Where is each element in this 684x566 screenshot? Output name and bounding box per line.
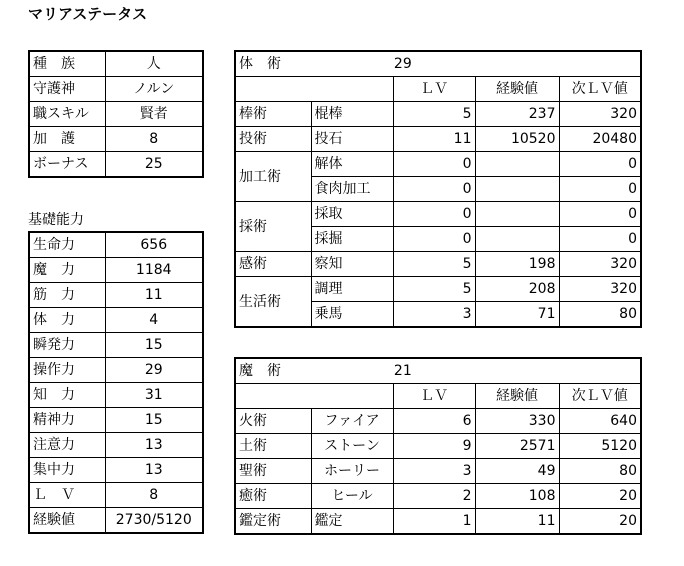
next-cell: 320: [559, 252, 641, 277]
skill-cell: 調理: [311, 277, 393, 302]
ability-value: 8: [105, 483, 203, 508]
skill-cell: ファイア: [311, 409, 393, 434]
table-row: [29, 152, 203, 178]
abilities-table: [28, 231, 204, 534]
table-row: [29, 383, 203, 408]
next-cell: 0: [559, 177, 641, 202]
ability-label: 瞬発力: [29, 333, 105, 358]
table-row: [235, 252, 641, 277]
next-cell: 20: [559, 484, 641, 509]
table-row: [29, 333, 203, 358]
category-cell: 癒術: [235, 484, 311, 509]
category-cell: 採術: [235, 202, 311, 252]
basic-value: 人: [105, 51, 203, 77]
exp-cell: 49: [475, 459, 559, 484]
lv-cell: 6: [393, 409, 475, 434]
lv-cell: 0: [393, 202, 475, 227]
category-cell: 鑑定術: [235, 509, 311, 535]
column-header-exp: 経験値: [475, 77, 559, 102]
body-arts-label: 体 術: [239, 56, 281, 72]
abilities-heading: 基礎能力: [28, 212, 84, 228]
skill-cell: ホーリー: [311, 459, 393, 484]
table-row: [29, 408, 203, 433]
ability-value: 11: [105, 283, 203, 308]
lv-cell: 0: [393, 177, 475, 202]
empty-header-cell: [235, 384, 393, 409]
exp-cell: 2571: [475, 434, 559, 459]
ability-label: 注意力: [29, 433, 105, 458]
body-arts-total: 29: [393, 56, 412, 72]
column-header-next: 次ＬＶ値: [559, 77, 641, 102]
ability-label: 筋 力: [29, 283, 105, 308]
skill-cell: 棍棒: [311, 102, 393, 127]
page-title: マリアステータス: [28, 5, 148, 23]
skill-cell: ヒール: [311, 484, 393, 509]
next-cell: 320: [559, 102, 641, 127]
basic-value: 賢者: [105, 102, 203, 127]
table-row: [29, 77, 203, 102]
basic-label: 職スキル: [29, 102, 105, 127]
table-row: [29, 127, 203, 152]
magic-arts-table: [234, 357, 642, 535]
table-row: [235, 202, 641, 227]
table-row: [235, 509, 641, 535]
exp-cell: 108: [475, 484, 559, 509]
column-header-next: 次ＬＶ値: [559, 384, 641, 409]
column-header-lv: ＬＶ: [393, 384, 475, 409]
magic-arts-total: 21: [393, 363, 412, 379]
next-cell: 640: [559, 409, 641, 434]
next-cell: 80: [559, 459, 641, 484]
skill-cell: 採取: [311, 202, 393, 227]
ability-label: Ｌ Ｖ: [29, 483, 105, 508]
table-row: [29, 258, 203, 283]
category-cell: 感術: [235, 252, 311, 277]
next-cell: 0: [559, 227, 641, 252]
exp-cell: 10520: [475, 127, 559, 152]
magic-arts-header: [235, 358, 641, 384]
lv-cell: 9: [393, 434, 475, 459]
column-header-lv: ＬＶ: [393, 77, 475, 102]
table-header-row: [235, 358, 641, 384]
category-cell: 火術: [235, 409, 311, 434]
table-row: [29, 433, 203, 458]
ability-value: 31: [105, 383, 203, 408]
basic-label: 加 護: [29, 127, 105, 152]
skill-cell: 解体: [311, 152, 393, 177]
ability-value: 1184: [105, 258, 203, 283]
basic-label: 種 族: [29, 51, 105, 77]
category-cell: 棒術: [235, 102, 311, 127]
basic-label: 守護神: [29, 77, 105, 102]
ability-value: 13: [105, 458, 203, 483]
lv-cell: 2: [393, 484, 475, 509]
basic-value: 25: [105, 152, 203, 178]
table-row: [29, 308, 203, 333]
body-arts-header: [235, 51, 641, 77]
table-row: [235, 459, 641, 484]
exp-cell: [475, 202, 559, 227]
table-row: [29, 483, 203, 508]
skill-cell: 察知: [311, 252, 393, 277]
ability-label: 経験値: [29, 508, 105, 534]
table-header-row: [235, 51, 641, 77]
lv-cell: 5: [393, 277, 475, 302]
ability-value: 4: [105, 308, 203, 333]
basic-info-table: [28, 50, 204, 178]
table-row: [29, 232, 203, 258]
table-row: [235, 152, 641, 177]
ability-label: 知 力: [29, 383, 105, 408]
ability-label: 精神力: [29, 408, 105, 433]
ability-value: 2730/5120: [105, 508, 203, 534]
ability-label: 体 力: [29, 308, 105, 333]
lv-cell: 3: [393, 302, 475, 328]
skill-cell: 食肉加工: [311, 177, 393, 202]
ability-value: 15: [105, 408, 203, 433]
column-header-exp: 経験値: [475, 384, 559, 409]
lv-cell: 5: [393, 102, 475, 127]
lv-cell: 0: [393, 152, 475, 177]
empty-header-cell: [235, 77, 393, 102]
exp-cell: 330: [475, 409, 559, 434]
lv-cell: 1: [393, 509, 475, 535]
ability-label: 生命力: [29, 232, 105, 258]
exp-cell: 11: [475, 509, 559, 535]
table-row: [235, 127, 641, 152]
ability-label: 集中力: [29, 458, 105, 483]
table-row: [235, 434, 641, 459]
magic-arts-label: 魔 術: [239, 363, 281, 379]
skill-cell: ストーン: [311, 434, 393, 459]
ability-value: 15: [105, 333, 203, 358]
exp-cell: 208: [475, 277, 559, 302]
exp-cell: 71: [475, 302, 559, 328]
column-header-row: [235, 77, 641, 102]
ability-value: 29: [105, 358, 203, 383]
table-row: [29, 51, 203, 77]
lv-cell: 0: [393, 227, 475, 252]
exp-cell: [475, 227, 559, 252]
skill-cell: 採掘: [311, 227, 393, 252]
exp-cell: 198: [475, 252, 559, 277]
next-cell: 320: [559, 277, 641, 302]
table-row: [235, 409, 641, 434]
category-cell: 土術: [235, 434, 311, 459]
skill-cell: 投石: [311, 127, 393, 152]
exp-cell: [475, 177, 559, 202]
next-cell: 0: [559, 152, 641, 177]
next-cell: 5120: [559, 434, 641, 459]
lv-cell: 5: [393, 252, 475, 277]
skill-cell: 鑑定: [311, 509, 393, 535]
category-cell: 生活術: [235, 277, 311, 328]
basic-value: 8: [105, 127, 203, 152]
table-row: [29, 358, 203, 383]
exp-cell: [475, 152, 559, 177]
ability-label: 魔 力: [29, 258, 105, 283]
table-row: [235, 102, 641, 127]
table-row: [235, 484, 641, 509]
category-cell: 投術: [235, 127, 311, 152]
table-row: [29, 283, 203, 308]
table-row: [235, 277, 641, 302]
basic-value: ノルン: [105, 77, 203, 102]
next-cell: 0: [559, 202, 641, 227]
category-cell: 加工術: [235, 152, 311, 202]
table-row: [29, 102, 203, 127]
body-arts-table: [234, 50, 642, 328]
skill-cell: 乗馬: [311, 302, 393, 328]
column-header-row: [235, 384, 641, 409]
ability-label: 操作力: [29, 358, 105, 383]
next-cell: 80: [559, 302, 641, 328]
ability-value: 656: [105, 232, 203, 258]
next-cell: 20480: [559, 127, 641, 152]
ability-value: 13: [105, 433, 203, 458]
lv-cell: 3: [393, 459, 475, 484]
next-cell: 20: [559, 509, 641, 535]
lv-cell: 11: [393, 127, 475, 152]
table-row: [29, 458, 203, 483]
category-cell: 聖術: [235, 459, 311, 484]
basic-label: ボーナス: [29, 152, 105, 178]
table-row: [29, 508, 203, 534]
exp-cell: 237: [475, 102, 559, 127]
